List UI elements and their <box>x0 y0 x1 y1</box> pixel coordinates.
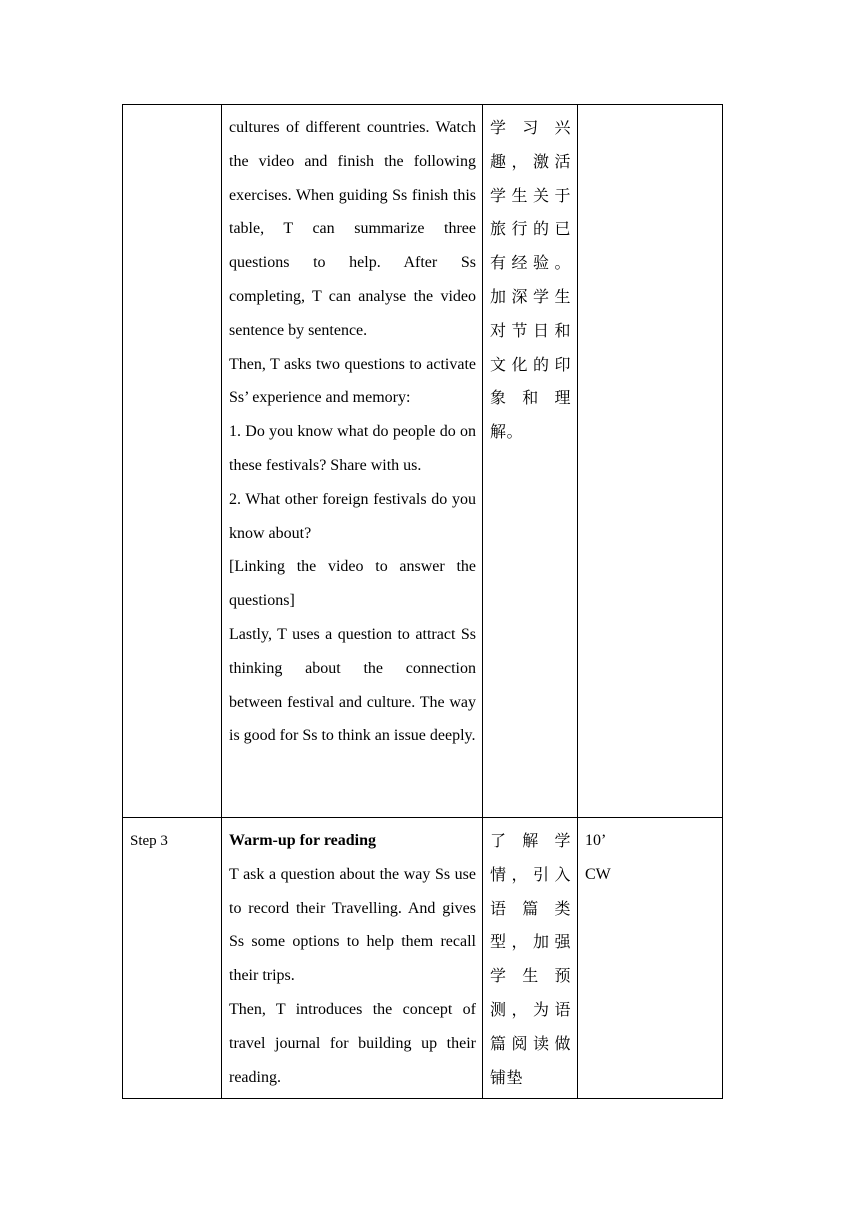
lesson-plan-table <box>122 104 723 1099</box>
activity-cell <box>222 105 483 818</box>
step-label: Step 3 <box>130 833 168 849</box>
activity-paragraph: T ask a question about the way Ss use to record their Travelling. And gives Ss some options to help them recall their trips. <box>229 865 476 985</box>
activity-paragraph: cultures of different countries. Watch the video and finish the following exercises. When guiding Ss finish this table, T can summarize three questions to help. After Ss completing, T can analyse the video sentence by sentence. <box>229 119 476 339</box>
mode-text: CW <box>585 865 611 883</box>
purpose-text: 了解学情，引入语篇类型，加强学生预测，为语篇阅读做铺垫 <box>490 831 571 1087</box>
purpose-cell <box>483 105 578 818</box>
activity-paragraph: Then, T asks two questions to activate Ss’ experience and memory: <box>229 355 476 407</box>
activity-paragraph: 2. What other foreign festivals do you know about? <box>229 490 476 542</box>
activity-paragraph: Then, T introduces the concept of travel journal for building up their reading. <box>229 1000 476 1086</box>
time-text: 10’ <box>585 832 607 849</box>
activity-paragraph: Lastly, T uses a question to attract Ss thinking about the connection between festival and culture. The way is good for Ss to think an issue deeply. <box>229 625 476 745</box>
purpose-cell <box>483 818 578 1099</box>
activity-heading: Warm-up for reading <box>229 832 376 849</box>
time-mode-cell <box>578 818 723 1099</box>
table-row <box>123 105 723 818</box>
time-mode-cell <box>578 105 723 818</box>
activity-cell <box>222 818 483 1099</box>
activity-paragraph: 1. Do you know what do people do on these festivals? Share with us. <box>229 423 476 474</box>
activity-paragraph: [Linking the video to answer the questions] <box>229 558 476 610</box>
step-cell <box>123 818 222 1099</box>
purpose-text: 学习兴趣，激活学生关于旅行的已有经验。加深学生对节日和文化的印象和理解。 <box>490 118 571 442</box>
step-cell <box>123 105 222 818</box>
table-row <box>123 818 723 1099</box>
